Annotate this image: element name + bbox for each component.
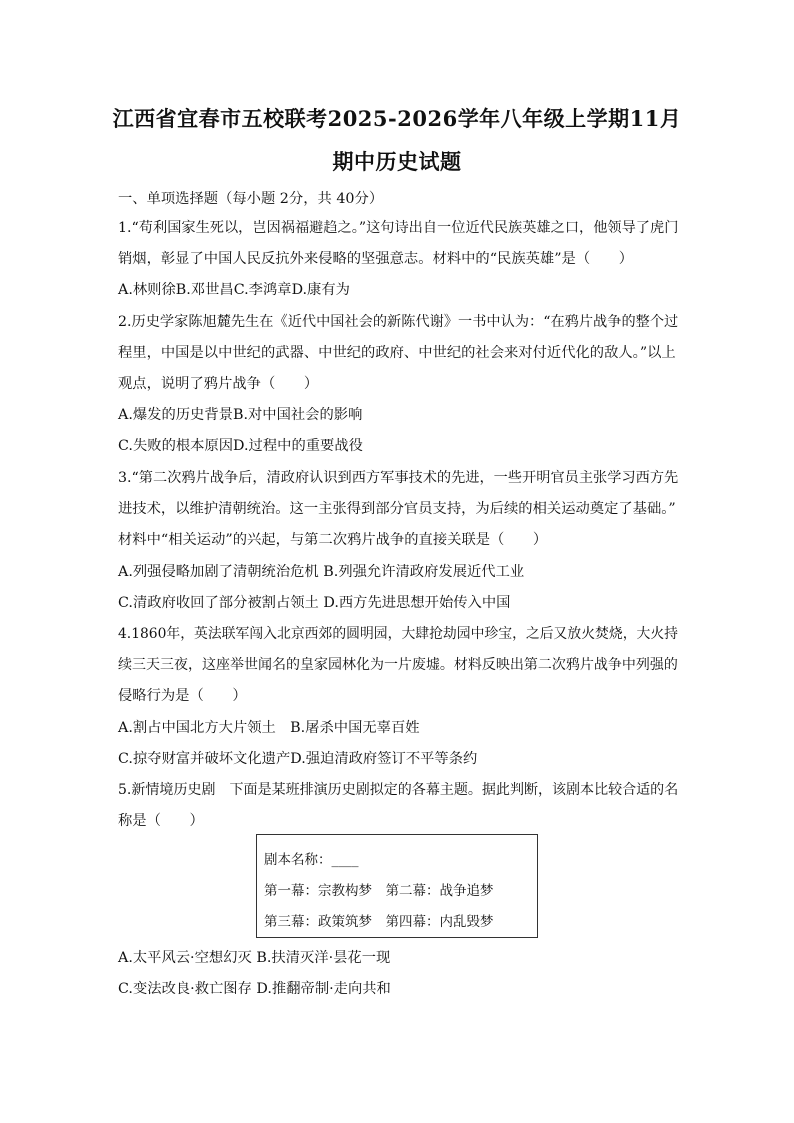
act-themes-row: 第一幕：宗教构梦 第二幕：战争追梦 — [264, 883, 494, 899]
question-5-options: C.变法改良·救亡图存 D.推翻帝制·走向共和 — [118, 981, 391, 997]
question-4-options: C.掠夺财富并破坏文化遗产D.强迫清政府签订不平等条约 — [118, 751, 478, 767]
question-4-stem: 续三天三夜，这座举世闻名的皇家园林化为一片废墟。材料反映出第二次鸦片战争中列强的 — [118, 657, 678, 673]
question-3-options: A.列强侵略加剧了清朝统治危机 B.列强允许清政府发展近代工业 — [118, 564, 525, 580]
question-1-stem: 销烟，彰显了中国人民反抗外来侵略的坚强意志。材料中的“民族英雄”是（ ） — [118, 251, 634, 267]
exam-title-line-2: 期中历史试题 — [332, 149, 462, 174]
question-2-stem: 程里，中国是以中世纪的武器、中世纪的政府、中世纪的社会来对付近代化的敌人。”以上 — [118, 345, 676, 361]
question-5-options: A.太平风云·空想幻灭 B.扶清灭洋·昙花一现 — [118, 950, 391, 966]
question-2-options: A.爆发的历史背景B.对中国社会的影响 — [118, 407, 363, 423]
script-title-blank: 剧本名称：____ — [264, 852, 359, 868]
question-5-stem: 5.新情境历史剧 下面是某班排演历史剧拟定的各幕主题。据此判断，该剧本比较合适的名 — [118, 782, 679, 798]
question-3-options: C.清政府收回了部分被割占领土 D.西方先进思想开始传入中国 — [118, 595, 511, 611]
question-4-options: A.割占中国北方大片领土 B.屠杀中国无辜百姓 — [118, 720, 420, 736]
exam-title-line-1: 江西省宜春市五校联考2025-2026学年八年级上学期11月 — [112, 106, 682, 131]
question-3-stem: 材料中“相关运动”的兴起，与第二次鸦片战争的直接关联是（ ） — [118, 532, 548, 548]
script-theme-box — [256, 834, 538, 938]
question-4-stem: 4.1860年，英法联军闯入北京西郊的圆明园，大肆抢劫园中珍宝，之后又放火焚烧，大火持 — [118, 626, 679, 642]
question-4-stem: 侵略行为是（ ） — [118, 688, 247, 704]
question-2-stem: 观点，说明了鸦片战争（ ） — [118, 376, 319, 392]
question-1-stem: 1.“苟利国家生死以，岂因祸福避趋之。”这句诗出自一位近代民族英雄之口，他领导了虎门 — [118, 220, 679, 236]
act-themes-row: 第三幕：政策筑梦 第四幕：内乱毁梦 — [264, 914, 494, 930]
question-2-stem: 2.历史学家陈旭麓先生在《近代中国社会的新陈代谢》一书中认为：“在鸦片战争的整个过 — [118, 314, 679, 330]
question-3-stem: 3.“第二次鸦片战争后，清政府认识到西方军事技术的先进，一些开明官员主张学习西方先 — [118, 470, 679, 486]
section-heading: 一、单项选择题（每小题 2分，共 40分） — [118, 191, 384, 207]
question-3-stem: 进技术，以维护清朝统治。这一主张得到部分官员支持，为后续的相关运动奠定了基础。” — [118, 501, 676, 517]
question-5-stem: 称是（ ） — [118, 813, 204, 829]
question-1-options: A.林则徐B.邓世昌C.李鸿章D.康有为 — [118, 282, 350, 298]
question-2-options: C.失败的根本原因D.过程中的重要战役 — [118, 438, 363, 454]
